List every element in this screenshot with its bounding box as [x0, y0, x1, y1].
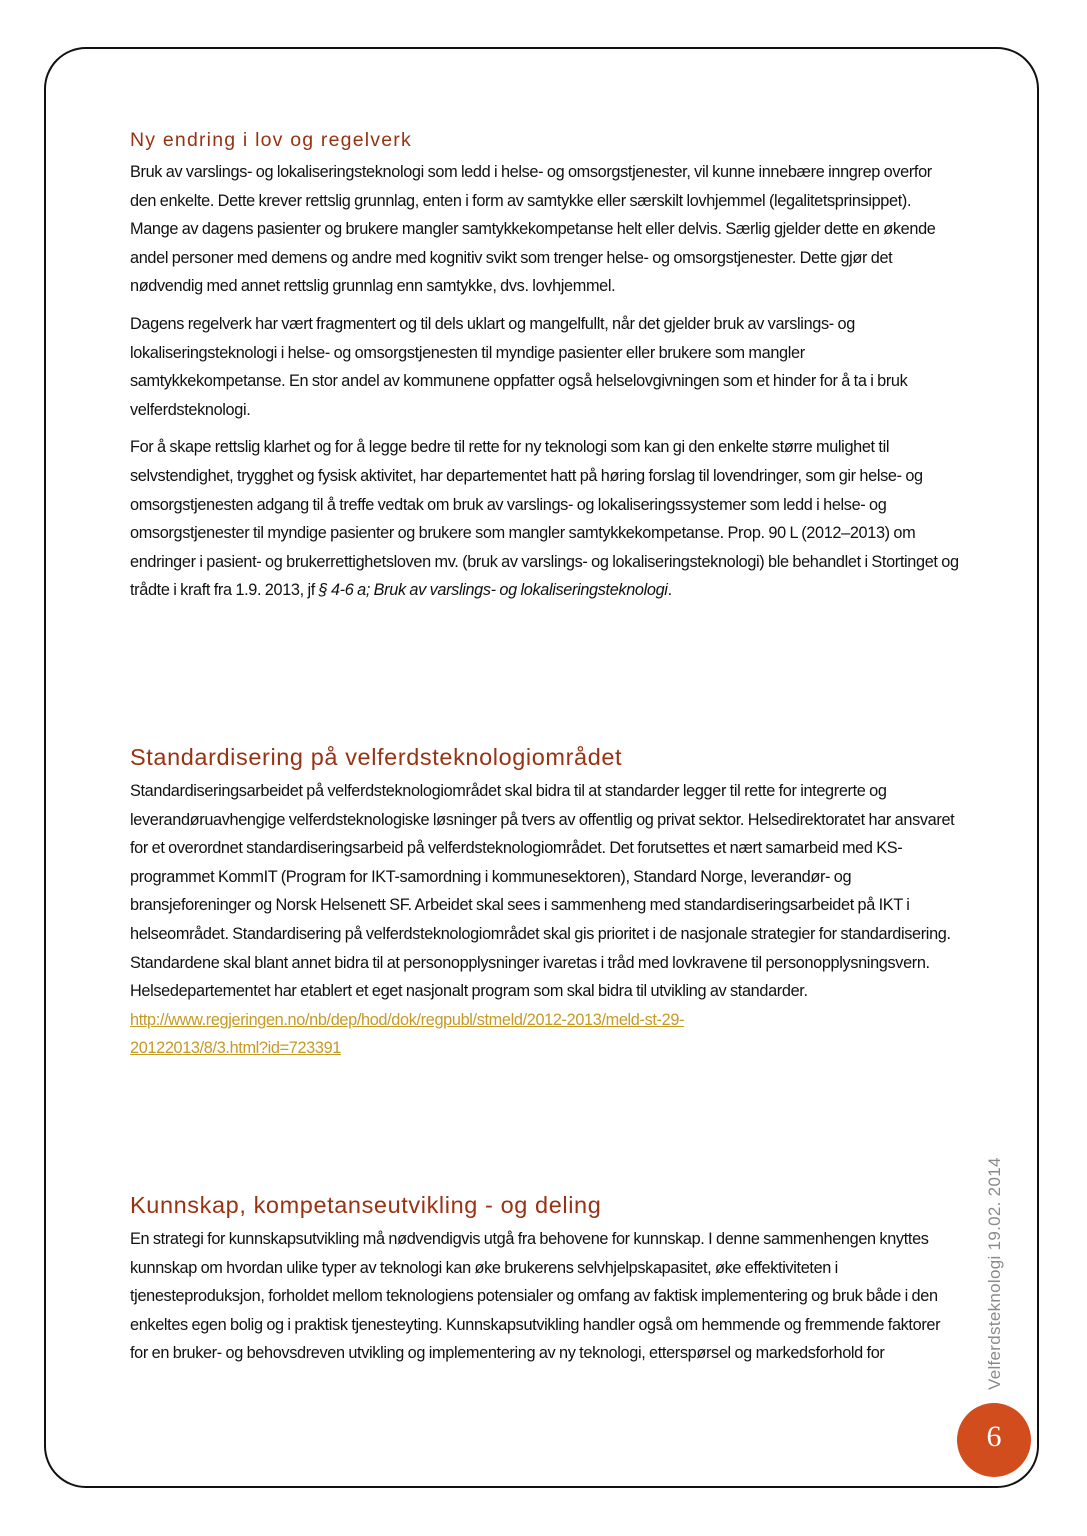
paragraph: Bruk av varslings- og lokaliseringsteknologi som ledd i helse- og omsorgstjenester, vil kunne innebære inngrep overfor den enkelte. Dette krever rettslig grunnlag, enten i form av samtykke eller særskilt lovhjemmel (legalitetsprinsippet). Mange av dagens pasienter og brukere mangler samtykkekompetanse helt eller delvis. Særlig gjelder dette en økende andel personer med demens og andre med kognitiv svikt som trenger helse- og omsorgstjenester. Dette gjør det nødvendig med annet rettslig grunnlag enn samtykke, dvs. lovhjemmel. — [130, 163, 936, 296]
paragraph-end: . — [667, 581, 672, 600]
section-standardisering — [130, 741, 960, 1072]
page-number-badge — [957, 1403, 1031, 1477]
page-number: 6 — [986, 1420, 1002, 1453]
law-reference: § 4-6 a; Bruk av varslings- og lokaliseringsteknologi — [318, 581, 668, 600]
section-ny-endring — [130, 126, 960, 614]
side-footer-text: Velferdsteknologi 19.02. 2014 — [985, 1157, 1004, 1390]
regjeringen-link[interactable] — [130, 1011, 684, 1058]
paragraph — [130, 433, 960, 605]
section-heading: Ny endring i lov og regelverk — [130, 129, 412, 151]
paragraph-text: Standardiseringsarbeidet på velferdsteknologiområdet skal bidra til at standarder legger til rette for integrerte og leverandøruavhengige velferdsteknologiske løsninger på tvers av offentlig og privat sektor. Helsedirektoratet har ansvaret for et overordnet standardiseringsarbeid på velferdsteknologiområdet. Det forutsettes et nært samarbeid med KS-programmet KommIT (Program for IKT-samordning i kommunesektoren), Standard Norge, leverandør- og bransjeforeninger og Norsk Helsenett SF. Arbeidet skal sees i sammenheng med standardiseringsarbeidet på IKT i helseområdet. Standardisering på velferdsteknologiområdet skal gis prioritet i de nasjonale strategier for standardisering. Standardene skal blant annet bidra til at personopplysninger ivaretas i tråd med lovkravene til personopplysningsvern. Helsedepartementet har etablert et eget nasjonalt program som skal bidra til utvikling av standarder. — [130, 782, 955, 1001]
paragraph: En strategi for kunnskapsutvikling må nødvendigvis utgå fra behovene for kunnskap. I denne sammenhengen knyttes kunnskap om hvordan ulike typer av teknologi kan øke brukerens selvhjelpskapasitet, øke effektiviteten i tjenesteproduksjon, forholdet mellom teknologiens potensialer og omfang av faktisk implementering og bruk både i den enkeltes egen bolig og i praktisk tjenesteyting. Kunnskapsutvikling handler også om hemmende og fremmende faktorer for en bruker- og behovsdreven utvikling og implementering av ny teknologi, etterspørsel og markedsforhold for — [130, 1230, 941, 1363]
section-heading: Standardisering på velferdsteknologiområdet — [130, 744, 623, 770]
link-text-line-2[interactable]: 20122013/8/3.html?id=723391 — [130, 1039, 341, 1058]
paragraph-text: For å skape rettslig klarhet og for å legge bedre til rette for ny teknologi som kan gi den enkelte større mulighet til selvstendighet, trygghet og fysisk aktivitet, har departementet hatt på høring forslag til lovendringer, som gir helse- og omsorgstjenesten adgang til å treffe vedtak om bruk av varslings- og lokaliseringssystemer som ledd i helse- og omsorgstjenester til myndige pasienter og brukere som mangler samtykkekompetanse. Prop. 90 L (2012–2013) om endringer i pasient- og brukerrettighetsloven mv. (bruk av varslings- og lokaliseringsteknologi) ble behandlet i Stortinget og trådte i kraft fra 1.9. 2013, jf — [130, 438, 959, 600]
paragraph: Dagens regelverk har vært fragmentert og til dels uklart og mangelfullt, når det gjelder bruk av varslings- og lokaliseringsteknologi i helse- og omsorgstjenesten til myndige pasienter eller brukere som mangler samtykkekompetanse. En stor andel av kommunene oppfatter også helselovgivningen som et hinder for å ta i bruk velferdsteknologi. — [130, 314, 908, 419]
paragraph — [130, 777, 960, 1063]
link-text-line-1[interactable]: http://www.regjeringen.no/nb/dep/hod/dok/regpubl/stmeld/2012-2013/meld-st-29- — [130, 1010, 685, 1029]
section-heading: Kunnskap, kompetanseutvikling - og deling — [130, 1192, 602, 1218]
section-kunnskap — [130, 1189, 960, 1377]
